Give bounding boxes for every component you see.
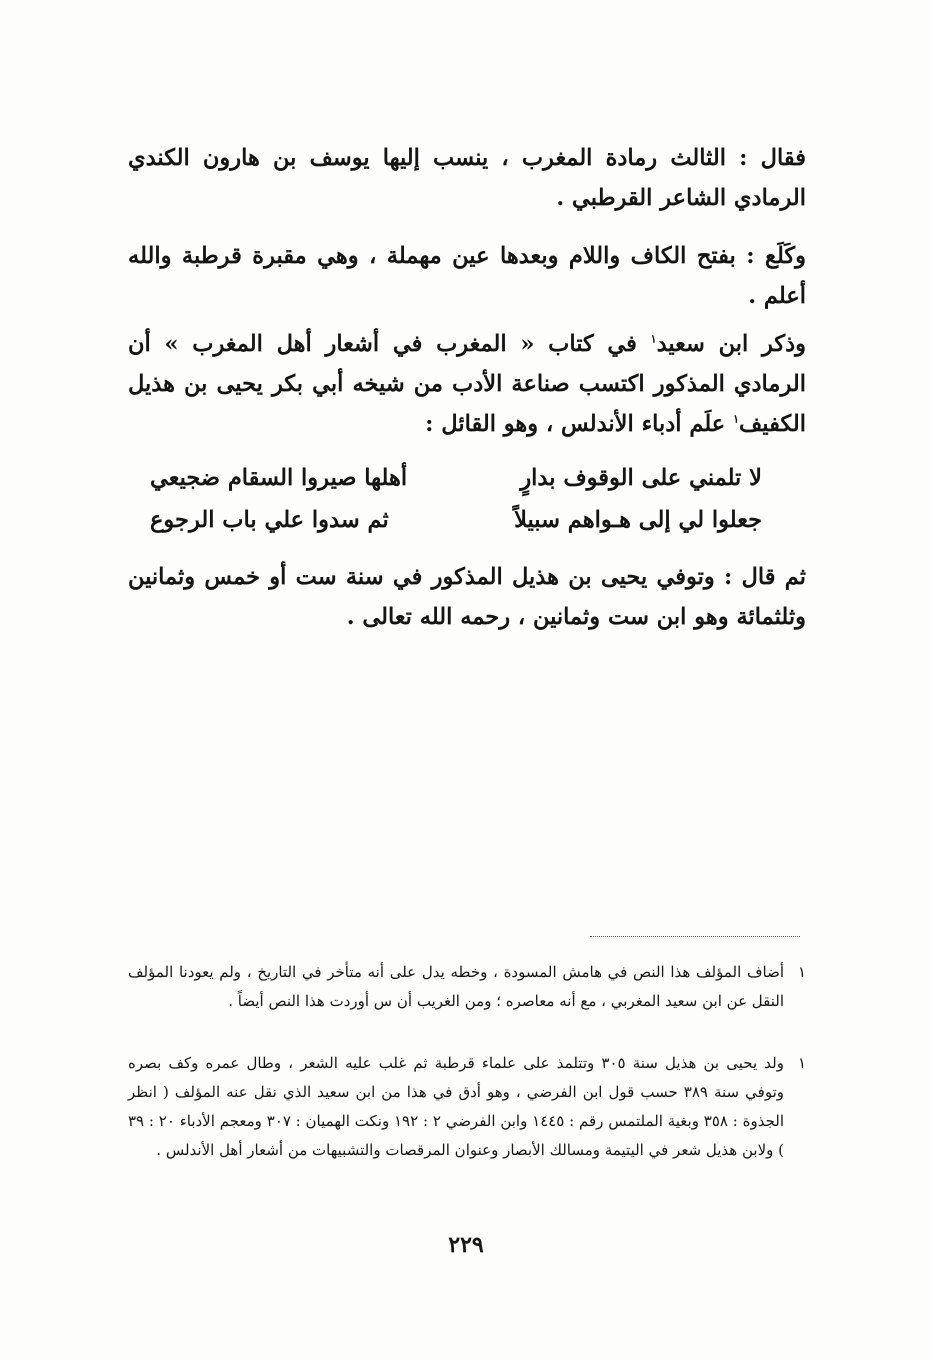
- poem-verse-2: [150, 500, 762, 540]
- footnote-separator: [590, 936, 800, 937]
- paragraph-rumada: [128, 138, 806, 218]
- paragraph-death-note: [128, 557, 806, 637]
- page-number: ٢٢٩: [448, 1232, 484, 1258]
- paragraph-ibn-said-text-3: علَم أدباء الأندلس ، وهو القائل :: [425, 411, 734, 437]
- poem-verse-1-first-hemistich: لا تلمني على الوقوف بدارٍ: [520, 465, 762, 491]
- poem-verse-1-second-hemistich: أهلها صيروا السقام ضجيعي: [150, 465, 408, 491]
- footnote-1-number: ١: [797, 963, 806, 981]
- paragraph-death-note-text: ثم قال : وتوفي يحيى بن هذيل المذكور في سنة ست أو خمس وثمانين وثلثمائة وهو ابن ست وثمانين ، رحمه الله تعالى .: [128, 564, 806, 630]
- poem-verse-2-second-hemistich: ثم سدوا علي باب الرجوع: [150, 507, 389, 533]
- footnote-ref-1: ١: [650, 332, 657, 346]
- paragraph-kalaa-text: وكَلَع : بفتح الكاف واللام وبعدها عين مهملة ، وهي مقبرة قرطبة والله أعلم .: [128, 243, 806, 309]
- paragraph-ibn-said: [128, 324, 806, 444]
- footnote-1-text: أضاف المؤلف هذا النص في هامش المسودة ، وخطه يدل على أنه متأخر في التاريخ ، ولم يعودنا المؤلف النقل عن ابن سعيد المغربي ، مع أنه معاصره ؛ ومن الغريب أن س أوردت هذا النص أيضاً .: [128, 963, 784, 1010]
- paragraph-rumada-text: فقال : الثالث رمادة المغرب ، ينسب إليها يوسف بن هارون الكندي الرمادي الشاعر القرطبي .: [128, 145, 806, 211]
- footnote-2-text: ولد يحيى بن هذيل سنة ٣٠٥ وتتلمذ على علماء قرطبة ثم غلب عليه الشعر ، وطال عمره وكف بصره وتوفي سنة ٣٨٩ حسب قول ابن الفرضي ، وهو أدق في هذا من ابن سعيد الذي نقل عنه المؤلف ( انظر الجذوة : ٣٥٨ وبغية الملتمس رقم : ١٤٤٥ وابن الفرضي ٢ : ١٩٢ ونكت الهميان : ٣٠٧ ومعجم الأدباء ٢٠ : ٣٩ ) ولابن هذيل شعر في اليتيمة ومسالك الأبصار وعنوان المرقصات والتشبيهات من أشعار أهل الأندلس .: [128, 1054, 784, 1159]
- footnote-ref-2: ١: [733, 412, 739, 426]
- footnote-2: [128, 1049, 806, 1165]
- footnote-2-number: ١: [797, 1054, 806, 1072]
- footnote-1: [128, 958, 806, 1016]
- paragraph-kalaa: [128, 236, 806, 316]
- paragraph-ibn-said-text-1: وذكر ابن سعيد: [656, 331, 806, 357]
- poem-verse-2-first-hemistich: جعلوا لي إلى هـواهم سبيلاً: [514, 507, 762, 533]
- poem-verse-1: [150, 458, 762, 498]
- paragraph-ibn-said-text-2: في كتاب « المغرب في أشعار أهل المغرب » أن الرمادي المذكور اكتسب صناعة الأدب من شيخه أبي بكر يحيى بن هذيل الكفيف: [128, 331, 806, 437]
